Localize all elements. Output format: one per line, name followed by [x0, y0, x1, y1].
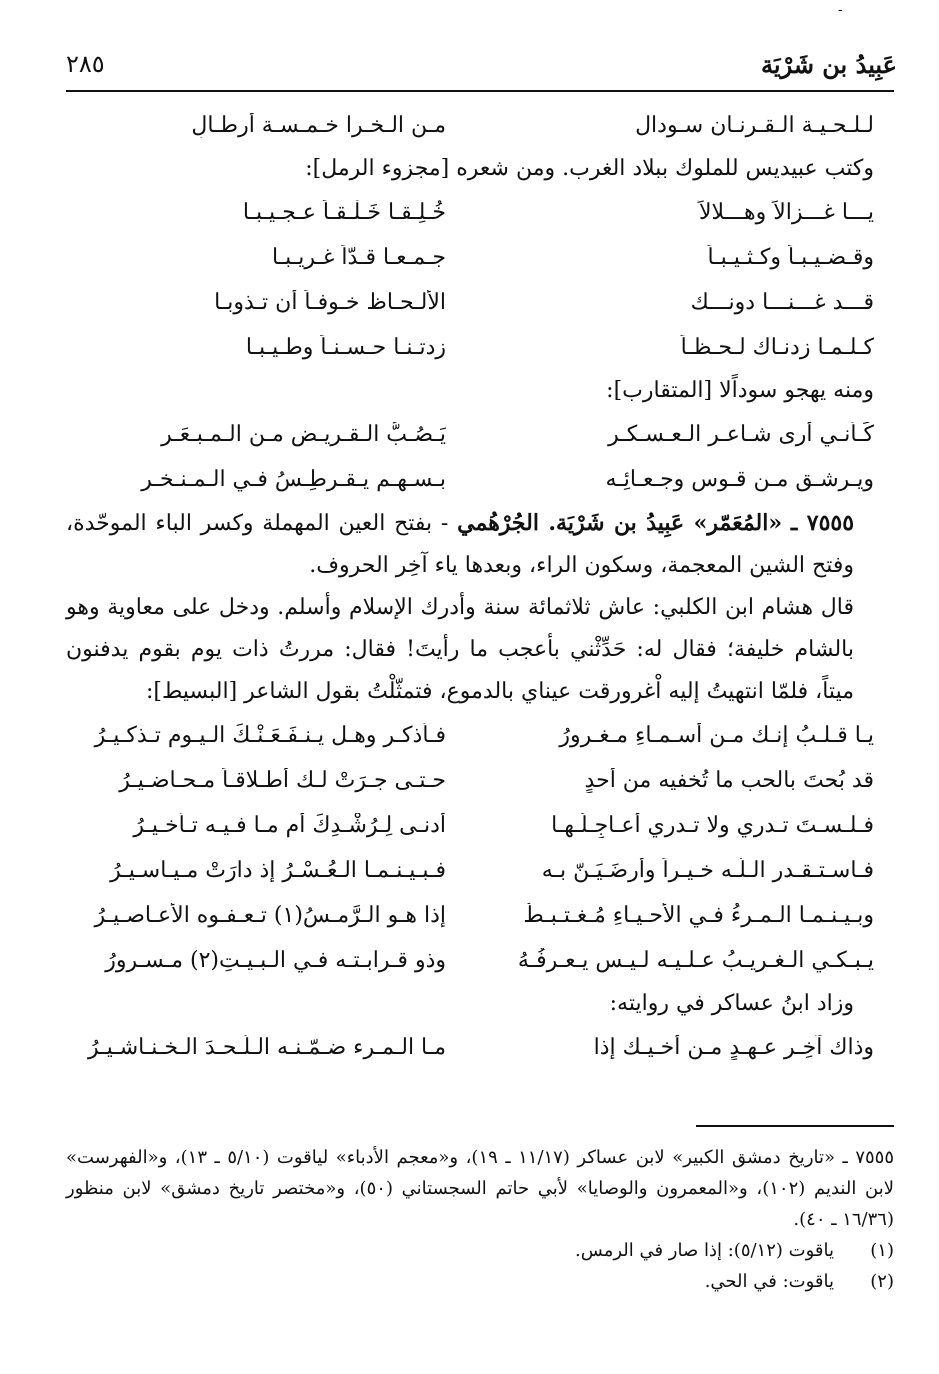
verse-block-mutaqarib — [66, 412, 894, 502]
paragraph-ubaydis: وكتب عبيديس للملوك ببلاد الغرب. ومن شعره [مجزوء الرمل]: — [305, 156, 874, 181]
verse-block-final — [66, 1025, 894, 1070]
verse-block-ramal — [66, 190, 894, 370]
verse-line — [66, 457, 894, 502]
footnote-number: (٢) — [870, 1271, 894, 1292]
verse-line — [66, 235, 894, 280]
verse-line — [66, 1025, 894, 1070]
main-text — [66, 103, 894, 1070]
verse-line — [66, 103, 894, 148]
verse-first-hemistich: وذاك آخِـرِ عـهـدٍ مـن أخـيـك إذا — [593, 1035, 874, 1060]
page-number: ٢٨٥ — [66, 50, 105, 78]
header-mark: - — [838, 2, 843, 18]
verse-line — [66, 713, 894, 758]
verse-block-top — [66, 103, 894, 148]
footnote-number: (١) — [870, 1240, 894, 1261]
verse-second-hemistich: خُـلِـقـا خَـلْـقـاً عـجـيـبـا — [242, 200, 446, 225]
verse-line — [66, 803, 894, 848]
verse-second-hemistich: حـتـى جـرَتْ لـك أطـلاقـاً مـحـاضـيـرُ — [119, 768, 446, 793]
verse-second-hemistich: إذا هـو الـرَّمـسُ(١) تـعـفـوه الأعـاصـيـرُ — [94, 903, 446, 928]
verse-second-hemistich: أدنـى لِـرُشْـدِكَ أم مـا فـيـه تـأخـيـرُ — [133, 813, 446, 838]
verse-first-hemistich: كـلـمـا زدنـاك لـحـظـاً — [680, 335, 874, 360]
verse-first-hemistich: يـا قـلـبُ إنـك مـن أسـمـاءِ مـغـرورُ — [559, 723, 874, 748]
verse-line — [66, 848, 894, 893]
verse-second-hemistich: يَـصُـبُّ الـقـريـض مـن الـمـبـعَـرِ — [161, 422, 446, 447]
footnote-sources: ٧٥٥٥ ـ «تاريخ دمشق الكبير» لابن عساكر (١١/١٧ ـ ١٩)، و«معجم الأدباء» لياقوت (٥/١٠ ـ ١٣)، و«الفهرست» لابن النديم (١٠٢)، و«المعمرون والوصايا» لأبي حاتم السجستاني (٥٠)، و«مختصر تاريخ دمشق» لابن منظور (١٦/٣٦ ـ ٤٠). — [66, 1147, 894, 1230]
verse-first-hemistich: كَـأنـي أرى شـاعـر الـعـسـكـر — [608, 422, 874, 447]
paragraph-hisham: قال هشام ابن الكلبي: عاش ثلاثمائة سنة وأدرك الإسلام وأسلم. ودخل على معاوية وهو بالشام خليفة؛ فقال له: حَدِّثْني بأعجب ما رأيتَ! فقال: مررتُ ذات يوم بقوم يدفنون ميتاً، فلمّا انتهيتُ إليه اْغرورقت عيناي بالدموع، فتمثّلْتُ بقول الشاعر [البسيط]: — [66, 595, 854, 704]
verse-second-hemistich: الألـحـاظ خـوفـاً أن تـذوبـا — [214, 290, 446, 315]
verse-line — [66, 893, 894, 938]
verse-second-hemistich: زدتـنـا حـسـنـاً وطـيـبـا — [245, 335, 446, 360]
verse-second-hemistich: فـبـيـنـمـا الـعُـسْـرُ إذ دارَتْ مـيـاسـيـرُ — [110, 858, 446, 883]
verse-first-hemistich: قد بُحتَ بالحب ما تُخفيه من أحدٍ — [584, 768, 874, 793]
verse-second-hemistich: جـمـعـا قـدّاً غـريـبـا — [271, 245, 446, 270]
footnote-item — [66, 1235, 894, 1266]
footnote-text: ياقوت: في الحي. — [704, 1271, 834, 1292]
verse-first-hemistich: فـلـسـتَ تـدري ولا تـدري أعـاجِـلُـهـا — [551, 813, 874, 838]
verse-second-hemistich: وذو قـرابـتـه فـي الـبـيـتِ(٢) مـسـرورُ — [105, 948, 446, 973]
verse-first-hemistich: يـبـكـي الـغـريـبُ عـلـيـه لـيـس يـعـرفُـهُ — [517, 948, 874, 973]
verse-second-hemistich: فـأذكـر وهـل يـنـفَـعَـنْـكَ الـيـوم تـذكـيـرُ — [94, 723, 446, 748]
verse-second-hemistich: بـسـهـمٍ يـقـرطِـسُ فـي الـمـنـخـر — [141, 467, 446, 492]
verse-line — [66, 325, 894, 370]
entry-number: ٧٥٥٥ ـ — [790, 510, 855, 536]
paragraph-ibn-asakir: وزاد ابنُ عساكر في روايته: — [609, 991, 854, 1016]
verse-line — [66, 190, 894, 235]
header-rule — [66, 90, 894, 92]
verse-first-hemistich: قـــد غـــنـــا دونـــك — [690, 290, 874, 315]
footnote-text: ياقوت (٥/١٢): إذا صار في الرمس. — [575, 1240, 834, 1261]
verse-first-hemistich: لـلـحـيـة الـقـرنـان سـودال — [635, 113, 874, 138]
entry-description: - بفتح العين المهملة وكسر الباء الموحّدة، وفتح الشين المعجمة، وسكون الراء، وبعدها ياء آخِر الحروف. — [66, 511, 854, 578]
verse-first-hemistich: يـــا غـــزالاً وهـــلالاً — [698, 200, 874, 225]
verse-line — [66, 758, 894, 803]
footnotes — [66, 1142, 894, 1297]
running-title: عَبِيدُ بن شَرْيَة — [761, 50, 897, 79]
paragraph-hija: ومنه يهجو سوداًلا [المتقارب]: — [606, 378, 874, 403]
verse-first-hemistich: فـاسـتـقـدر الـلّـه خـيـراً وأرضَـيَـنّ بـه — [541, 858, 874, 883]
entry-heading — [66, 502, 894, 587]
verse-line — [66, 412, 894, 457]
verse-first-hemistich: وبـيـنـمـا الـمـرءُ فـي الأحـيـاءِ مُـغـتـبـطٌ — [523, 903, 874, 928]
footnote-rule — [696, 1125, 894, 1127]
verse-block-basit — [66, 713, 894, 983]
verse-line — [66, 938, 894, 983]
verse-line — [66, 280, 894, 325]
verse-first-hemistich: وقـضـيـبـاً وكـثـيـبـاً — [707, 245, 874, 270]
verse-second-hemistich: مـن الـخـرا خـمـسـة أرطـالِ — [191, 113, 446, 138]
verse-second-hemistich: مـا الـمـرء ضـمّـنـه الـلّـحـدَ الـخـنـاشـيـرُ — [88, 1035, 446, 1060]
footnote-item — [66, 1266, 894, 1297]
entry-title: «المُعَمّر» عَبِيدُ بن شَرْيَة. الجُرْهُمي — [457, 510, 783, 536]
verse-first-hemistich: ويـرشـق مـن قـوس وجـعـائِـه — [605, 467, 874, 492]
